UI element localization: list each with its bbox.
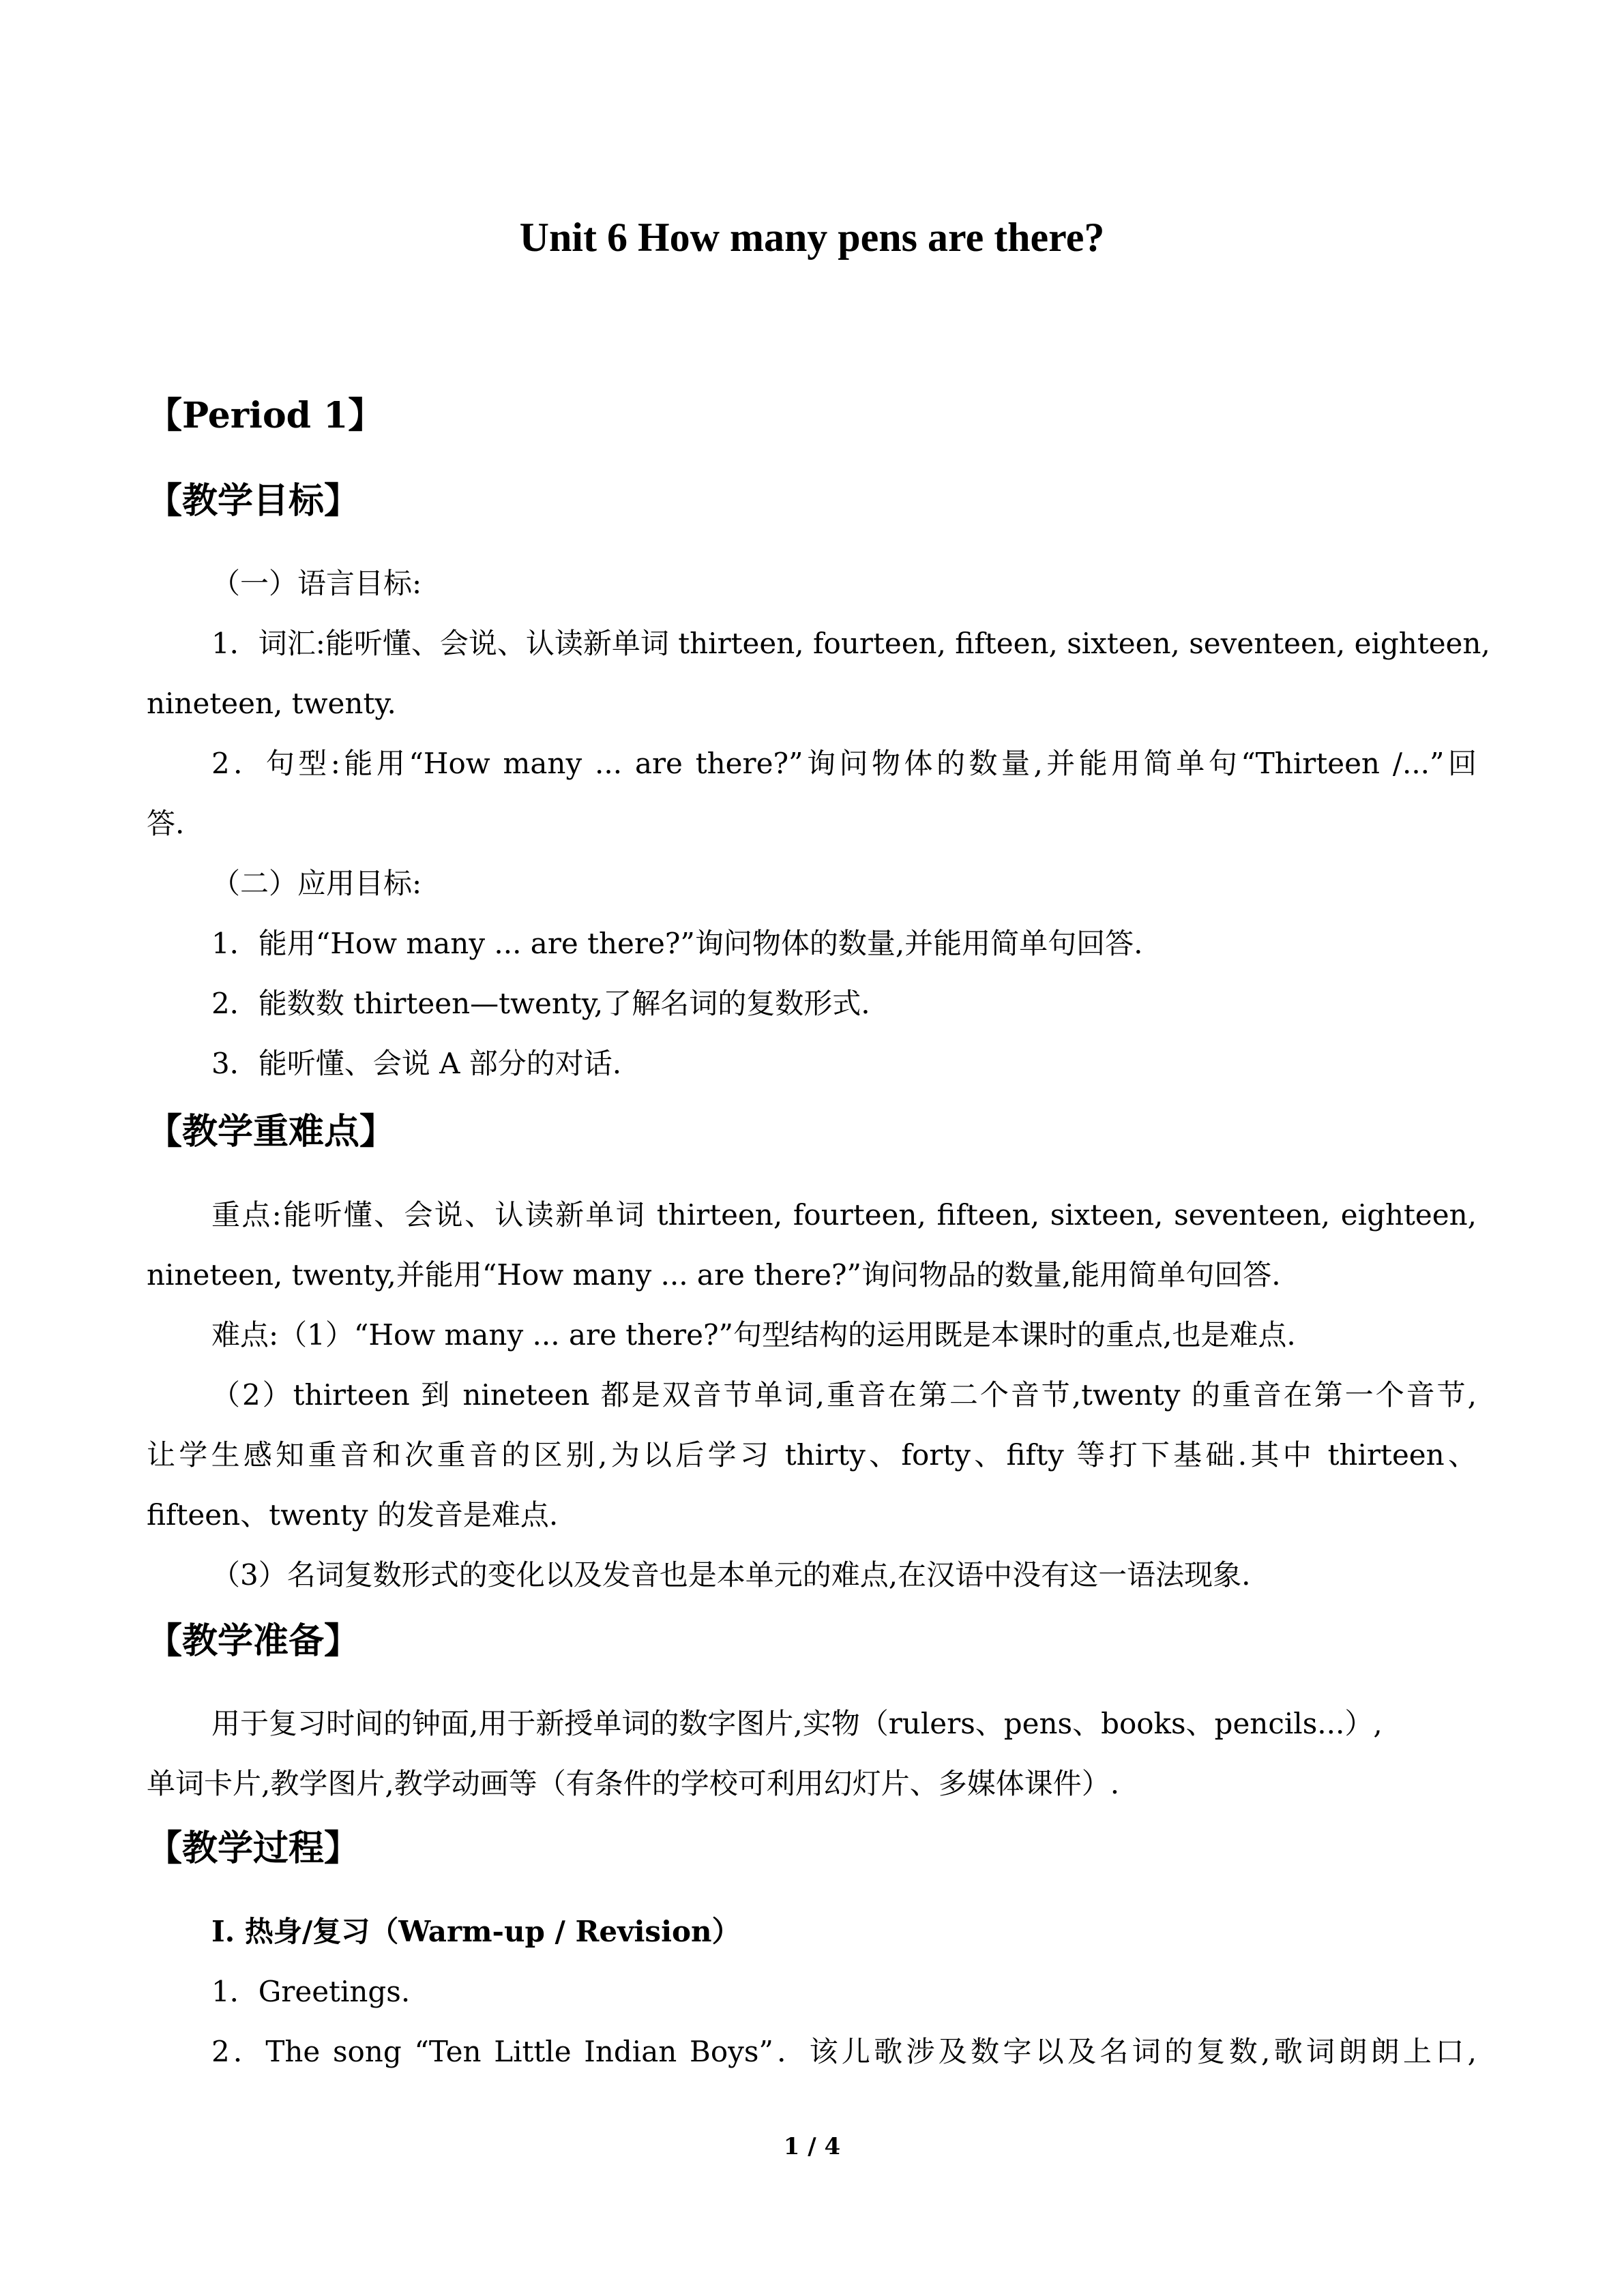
goals-language-item-2-cont: 答. [147, 807, 185, 840]
page-number: 1 / 4 [783, 2133, 841, 2160]
key-points-difficulty-2-cont: 让学生感知重音和次重音的区别,为以后学习 thirty、forty、fifty 等打下基础.其中 thirteen、 [147, 1438, 1477, 1472]
goals-language-heading: （一）语言目标: [211, 567, 422, 600]
key-points-difficulty-2: （2）thirteen 到 nineteen 都是双音节单词,重音在第二个音节,twenty 的重音在第一个音节, [211, 1378, 1477, 1412]
goals-application-item-2: 2．能数数 thirteen—twenty,了解名词的复数形式. [211, 987, 870, 1020]
goals-application-item-3: 3．能听懂、会说 A 部分的对话. [211, 1047, 622, 1080]
process-step-heading: I. 热身/复习（Warm-up / Revision） [211, 1915, 741, 1948]
key-points-difficulty-3: （3）名词复数形式的变化以及发音也是本单元的难点,在汉语中没有这一语法现象. [211, 1558, 1251, 1592]
period-heading: 【Period 1】 [147, 395, 384, 436]
key-points-difficulty-1: 难点:（1）“How many ... are there?”句型结构的运用既是本课时的重点,也是难点. [211, 1318, 1296, 1352]
key-points-focus: 重点:能听懂、会说、认读新单词 thirteen, fourteen, fifteen, sixteen, seventeen, eighteen, [211, 1198, 1477, 1232]
process-item-2: 2．The song “Ten Little Indian Boys”．该儿歌涉及数字以及名词的复数,歌词朗朗上口, [211, 2035, 1477, 2068]
key-points-difficulty-2-end: fifteen、twenty 的发音是难点. [147, 1498, 559, 1532]
goals-application-heading: （二）应用目标: [211, 867, 422, 900]
section-heading-process: 【教学过程】 [147, 1828, 360, 1869]
goals-language-item-2: 2．句型:能用“How many ... are there?”询问物体的数量,并能用简单句“Thirteen /...”回 [211, 747, 1477, 780]
prep-line-2: 单词卡片,教学图片,教学动画等（有条件的学校可利用幻灯片、多媒体课件）. [147, 1767, 1120, 1800]
key-points-focus-cont: nineteen, twenty,并能用“How many ... are there?”询问物品的数量,能用简单句回答. [147, 1258, 1281, 1292]
process-item-1: 1．Greetings. [211, 1975, 411, 2008]
goals-language-item-1: 1．词汇:能听懂、会说、认读新单词 thirteen, fourteen, fifteen, sixteen, seventeen, eighteen, [211, 627, 1490, 660]
goals-language-item-1-cont: nineteen, twenty. [147, 687, 396, 720]
document-title: Unit 6 How many pens are there? [519, 215, 1105, 260]
prep-line-1: 用于复习时间的钟面,用于新授单词的数字图片,实物（rulers、pens、books、pencils...）, [211, 1707, 1383, 1740]
section-heading-prep: 【教学准备】 [147, 1620, 360, 1662]
section-heading-key-points: 【教学重难点】 [147, 1111, 396, 1152]
goals-application-item-1: 1．能用“How many ... are there?”询问物体的数量,并能用简单句回答. [211, 927, 1143, 960]
section-heading-goals: 【教学目标】 [147, 480, 360, 522]
